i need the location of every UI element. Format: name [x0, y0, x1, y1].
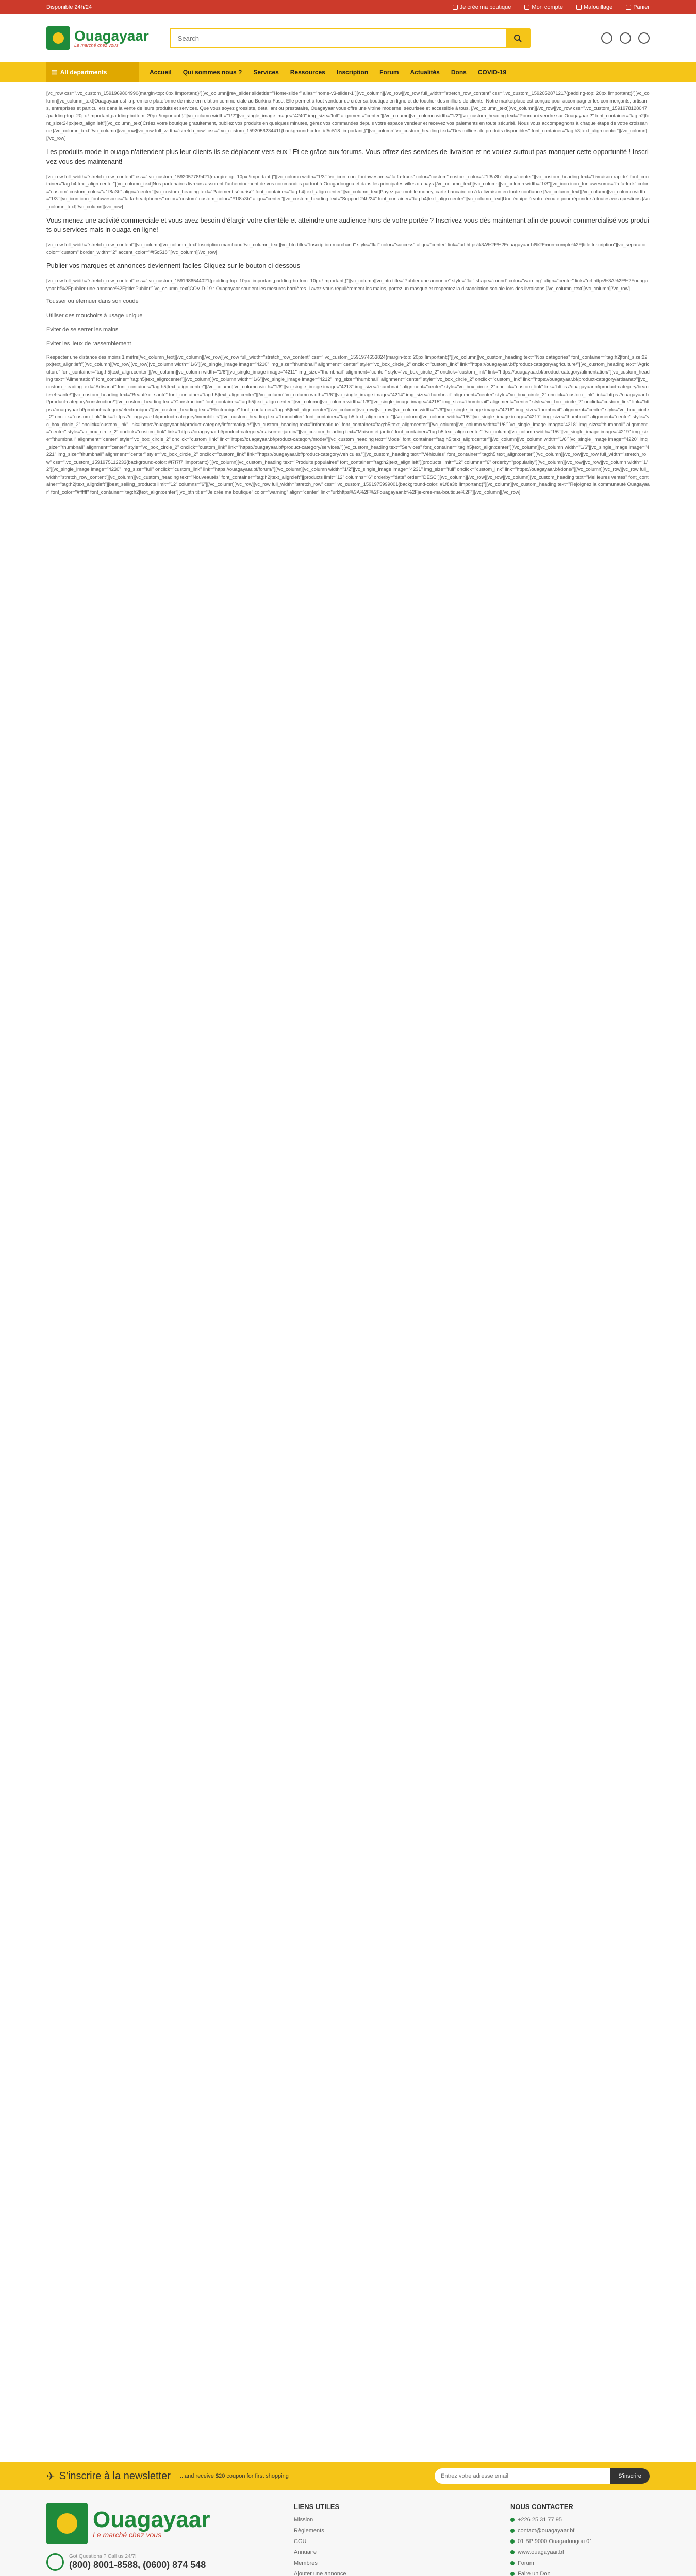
footer-link-reglements[interactable]: Règlements	[294, 2528, 324, 2534]
contact-phone: +226 25 31 77 95	[518, 2517, 562, 2523]
shortcode-text-3: [vc_row full_width="stretch_row_content"][vc_column][vc_column_text]Inscription marchand[/vc_column_text][vc_btn title="Inscription marchand" style="flat" color="success" align="center" link="url:https%3A%2F%2Fouagayaar.bf%2Fmon-compte%2F|title:Inscription"][vc_separator color="custom" border_width="2" accent_color="#f5c518"][/vc_column][/vc_row]	[46, 242, 647, 255]
help-phone: (800) 8001-8588, (0600) 874 548	[69, 2560, 206, 2570]
contact-donate: Faire un Don	[518, 2571, 551, 2576]
headset-icon	[46, 2553, 64, 2571]
cart-link[interactable]: Panier	[626, 4, 650, 10]
newsletter-subtitle: ...and receive $20 coupon for first shopping	[179, 2473, 289, 2479]
footer-link-annuaire[interactable]: Annuaire	[294, 2549, 317, 2555]
basket-logo-icon	[46, 26, 70, 50]
nav-item-ressources[interactable]: Ressources	[290, 69, 325, 76]
help-label: Got Questions ? Call us 24/7!	[69, 2554, 137, 2560]
phone-icon	[510, 2518, 515, 2522]
header	[0, 14, 696, 62]
covid-tip-1: Tousser ou éternuer dans son coude	[46, 298, 139, 305]
footer-link-membres[interactable]: Membres	[294, 2560, 318, 2566]
nav-item-dons[interactable]: Dons	[451, 69, 467, 76]
menu-icon: ☰	[52, 69, 57, 76]
email-icon	[510, 2529, 515, 2533]
newsletter-subscribe-button[interactable]: S'inscrire	[610, 2468, 650, 2484]
all-departments-button[interactable]: ☰ All departments	[46, 62, 139, 82]
main-content	[0, 82, 696, 2462]
search-input[interactable]	[171, 29, 506, 47]
newsletter-title: S'inscrire à la newsletter	[59, 2470, 171, 2482]
useful-links-title: LIENS UTILES	[294, 2503, 340, 2511]
contact-website: www.ouagayaar.bf	[518, 2549, 564, 2555]
shortcode-text-5: Respecter une distance des moins 1 mètre[/vc_column_text][/vc_column][/vc_row][vc_row full_width="stretch_row_content" css=".vc_custom_1591974653824{margin-top: 20px !important;}"][vc_column][vc_custom_heading text="Nos catégories" font_container="tag:h2|font_size:22px|text_align:left"][/vc_column][/vc_row][vc_row][vc_column width="1/6"][vc_single_image image="4210" img_size="thumbnail" alignment="center" style="vc_box_circle_2" onclick="custom_link" link="https://ouagayaar.bf/product-category/agriculture/"][vc_custom_heading text="Agriculture" font_container="tag:h5|text_align:center"][/vc_column][vc_column width="1/6"][vc_single_image image="4211" img_size="thumbnail" alignment="center" style="vc_box_circle_2" onclick="custom_link" link="https://ouagayaar.bf/product-category/alimentation/"][vc_custom_heading text="Alimentation" font_container="tag:h5|text_align:center"][/vc_column][vc_column width="1/6"][vc_single_image image="4212" img_size="thumbnail" alignment="center" style="vc_box_circle_2" onclick="custom_link" link="https://ouagayaar.bf/product-category/artisanat/"][vc_custom_heading text="Artisanat" font_container="tag:h5|text_align:center"][/vc_column][vc_column width="1/6"][vc_single_image image="4213" img_size="thumbnail" alignment="center" style="vc_box_circle_2" onclick="custom_link" link="https://ouagayaar.bf/product-category/beaute-et-sante/"][vc_custom_heading text="Beauté et santé" font_container="tag:h5|text_align:center"][/vc_column][vc_column width="1/6"][vc_single_image image="4214" img_size="thumbnail" alignment="center" style="vc_box_circle_2" onclick="custom_link" link="https://ouagayaar.bf/product-category/construction/"][vc_custom_heading text="Construction" font_container="tag:h5|text_align:center"][/vc_column][vc_column width="1/6"][vc_single_image image="4215" img_size="thumbnail" alignment="center" style="vc_box_circle_2" onclick="custom_link" link="https://ouagayaar.bf/product-category/electronique/"][vc_custom_heading text="Electronique" font_container="tag:h5|text_align:center"][/vc_column][/vc_row][vc_row][vc_column width="1/6"][vc_single_image image="4216" img_size="thumbnail" alignment="center" style="vc_box_circle_2" onclick="custom_link" link="https://ouagayaar.bf/product-category/immobilier/"][vc_custom_heading text="Immobilier" font_container="tag:h5|text_align:center"][/vc_column][vc_column width="1/6"][vc_single_image image="4217" img_size="thumbnail" alignment="center" style="vc_box_circle_2" onclick="custom_link" link="https://ouagayaar.bf/product-category/informatique/"][vc_custom_heading text="Informatique" font_container="tag:h5|text_align:center"][/vc_column][vc_column width="1/6"][vc_single_image image="4218" img_size="thumbnail" alignment="center" style="vc_box_circle_2" onclick="custom_link" link="https://ouagayaar.bf/product-category/maison-et-jardin/"][vc_custom_heading text="Maison et jardin" font_container="tag:h5|text_align:center"][/vc_column][vc_column width="1/6"][vc_single_image image="4219" img_size="thumbnail" alignment="center" style="vc_box_circle_2" onclick="custom_link" link="https://ouagayaar.bf/product-category/mode/"][vc_custom_heading text="Mode" font_container="tag:h5|text_align:center"][/vc_column][vc_column width="1/6"][vc_single_image image="4220" img_size="thumbnail" alignment="center" style="vc_box_circle_2" onclick="custom_link" link="https://ouagayaar.bf/product-category/services/"][vc_custom_heading text="Services" font_container="tag:h5|text_align:center"][/vc_column][vc_column width="1/6"][vc_single_image image="4221" img_size="thumbnail" alignment="center" style="vc_box_circle_2" onclick="custom_link" link="https://ouagayaar.bf/product-category/vehicules/"][vc_custom_heading text="Véhicules" font_container="tag:h5|text_align:center"][/vc_column][/vc_row][vc_row full_width="stretch_row" css=".vc_custom_1591975112233{background-color: #f7f7f7 !important;}"][vc_column][vc_custom_heading text="Produits populaires" font_container="tag:h2|text_align:left"][products limit="12" columns="6" orderby="popularity"][/vc_column][/vc_row][vc_row][vc_column width="1/2"][vc_single_image image="4230" img_size="full" onclick="custom_link" link="https://ouagayaar.bf/forum/"][/vc_column][vc_column width="1/2"][vc_single_image image="4231" img_size="full" onclick="custom_link" link="https://ouagayaar.bf/dons/"][/vc_column][/vc_row][vc_row full_width="stretch_row_content"][vc_column][vc_custom_heading text="Nouveautés" font_container="tag:h2|text_align:left"][products limit="12" columns="6" orderby="date" order="DESC"][/vc_column][/vc_row][vc_row][vc_column][vc_custom_heading text="Meilleures ventes" font_container="tag:h2|text_align:left"][best_selling_products limit="12" columns="6"][/vc_column][/vc_row][vc_row full_width="stretch_row" css=".vc_custom_1591975999001{background-color: #1f8a3b !important;}"][vc_column][vc_custom_heading text="Rejoignez la communauté Ouagayaar" font_color="#ffffff" font_container="tag:h2|text_align:center"][vc_btn title="Je crée ma boutique" color="warning" align="center" link="url:https%3A%2F%2Fouagayaar.bf%2Fje-cree-ma-boutique%2F"][/vc_column][/vc_row]	[46, 353, 650, 495]
donate-icon	[510, 2572, 515, 2576]
lead-paragraph-2: Vous menez une activité commerciale et vous avez besoin d'élargir votre clientèle et atteindre une audience hors de votre portée ? Inscrivez vous dès maintenant afin de pouvoir commercialisé vos produits ou services mais in ouaga en ligne!	[46, 216, 649, 234]
main-nav	[0, 62, 696, 82]
lead-paragraph-3: Publier vos marques et annonces deviennent faciles Cliquez sur le bouton ci-dessous	[46, 262, 301, 270]
heart-icon	[576, 5, 582, 10]
covid-tip-3: Eviter de se serrer les mains	[46, 326, 119, 333]
nav-item-forum[interactable]: Forum	[379, 69, 399, 76]
create-shop-link[interactable]: Je crée ma boutique	[453, 4, 511, 10]
nav-item-inscription[interactable]: Inscription	[336, 69, 369, 76]
covid-tip-4: Eviter les lieux de rassemblement	[46, 340, 131, 347]
footer-link-cgu[interactable]: CGU	[294, 2538, 307, 2545]
wishlist-icon[interactable]	[620, 32, 631, 44]
location-icon	[510, 2539, 515, 2544]
contact-forum: Forum	[518, 2560, 534, 2566]
site-logo[interactable]: Ouagayaar Le marché chez vous	[46, 26, 149, 50]
wishlist-link[interactable]: Mafouillage	[576, 4, 612, 10]
footer-link-ajouter-annonce[interactable]: Ajouter une annonce	[294, 2571, 346, 2576]
shop-icon	[453, 5, 458, 10]
nav-item-covid[interactable]: COVID-19	[477, 69, 507, 76]
newsletter-bar	[0, 2462, 696, 2490]
footer-link-mission[interactable]: Mission	[294, 2517, 313, 2523]
forum-icon	[510, 2561, 515, 2565]
newsletter-email-input[interactable]	[435, 2468, 610, 2484]
account-icon[interactable]	[638, 32, 650, 44]
lead-paragraph-1: Les produits mode in ouaga n'attendent plus leur clients ils se déplacent vers eux ! Et ce grâce aux forums. Vous offrez des services de livraison et ne voulez surtout pas manquer cette opportunité ! Inscrivez vous des maintenant!	[46, 148, 649, 165]
search-button[interactable]	[506, 29, 529, 47]
contact-email: contact@ouagayaar.bf	[518, 2528, 575, 2534]
contact-postal: 01 BP 9000 Ouagadougou 01	[518, 2538, 593, 2545]
account-link[interactable]: Mon compte	[524, 4, 563, 10]
user-icon	[524, 5, 529, 10]
basket-logo-icon	[46, 2503, 88, 2544]
top-bar	[0, 0, 696, 14]
search-icon	[513, 34, 522, 42]
availability-text: Disponible 24h/24	[46, 4, 92, 10]
shortcode-text-4: [vc_row full_width="stretch_row_content" css=".vc_custom_1591986544021{padding-top: 10px !important;padding-bottom: 10px !important;}"][vc_column][vc_btn title="Publier une annonce" style="flat" shape="round" color="warning" align="center" link="url:https%3A%2F%2Fouagayaar.bf%2Fpublier-une-annonce%2F|title:Publier"][vc_column_text]COVID-19 : Ouagayaar soutient les mesures barrières. Lavez-vous régulièrement les mains, portez un masque et respectez la distanciation sociale lors des livraisons.[/vc_column_text][/vc_column][/vc_row]	[46, 278, 648, 291]
nav-item-accueil[interactable]: Accueil	[150, 69, 172, 76]
compare-icon[interactable]	[601, 32, 612, 44]
covid-tip-2: Utiliser des mouchoirs à usage unique	[46, 312, 143, 319]
globe-icon	[510, 2550, 515, 2554]
nav-item-actualites[interactable]: Actualités	[410, 69, 440, 76]
nav-item-services[interactable]: Services	[253, 69, 279, 76]
paper-plane-icon: ✈	[46, 2470, 55, 2482]
footer-logo[interactable]: Ouagayaar Le marché chez vous	[46, 2503, 263, 2544]
shortcode-text-1: [vc_row css=".vc_custom_1591969804990{margin-top: 0px !important;}"][vc_column][rev_slider slidetitle="Home-slider" alias="home-v3-slider-1"][/vc_column][/vc_row][vc_row full_width="stretch_row_content" css=".vc_custom_1592052871217{padding-top: 20px !important;}"][vc_column][vc_column_text]Ouagayaar est la première plateforme de mise en relation commerciale au Burkina Faso. Elle permet à tout vendeur de créer sa boutique en ligne et de toucher des milliers de clients. Notre marketplace est conçue pour accompagner les commerçants, artisans, entreprises et particuliers dans la vente de leurs produits et services. Que vous soyez grossiste, détaillant ou prestataire, Ouagayaar vous offre une vitrine moderne, sécurisée et accessible à tous. [/vc_column_text][/vc_column][/vc_row][vc_row css=".vc_custom_1591978128047{padding-top: 20px !important;padding-bottom: 20px !important;}"][vc_column width="1/2"][vc_single_image image="4240" img_size="full" alignment="center"][/vc_column][vc_column width="1/2"][vc_custom_heading text="Pourquoi vendre sur Ouagayaar ?" font_container="tag:h2|font_size:24px|text_align:left"][vc_column_text]Créez votre boutique gratuitement, publiez vos produits en quelques minutes, gérez vos commandes depuis votre espace vendeur et recevez vos paiements en toute sécurité. Nous vous accompagnons à chaque étape de votre croissance.[/vc_column_text][/vc_column][/vc_row][vc_row full_width="stretch_row" css=".vc_custom_1592056234411{background-color: #f5c518 !important;}"][vc_column][vc_custom_heading text="Des milliers de produits disponibles" font_container="tag:h3|text_align:center"][/vc_column][/vc_row]	[46, 90, 650, 141]
nav-item-qui-sommes-nous[interactable]: Qui sommes nous ?	[183, 69, 242, 76]
search-bar	[170, 28, 531, 48]
cart-icon	[626, 5, 631, 10]
contact-us-title: NOUS CONTACTER	[510, 2503, 573, 2511]
footer	[0, 2490, 696, 2576]
shortcode-text-2: [vc_row full_width="stretch_row_content" css=".vc_custom_1592057789421{margin-top: 10px !important;}"][vc_column width="1/3"][vc_icon icon_fontawesome="fa fa-truck" color="custom" custom_color="#1f8a3b" align="center"][vc_custom_heading text="Livraison rapide" font_container="tag:h4|text_align:center"][vc_column_text]Nos partenaires livreurs assurent l'acheminement de vos commandes partout à Ouagadougou et dans les principales villes du pays.[/vc_column_text][/vc_column][vc_column width="1/3"][vc_icon icon_fontawesome="fa fa-lock" color="custom" custom_color="#1f8a3b" align="center"][vc_custom_heading text="Paiement sécurisé" font_container="tag:h4|text_align:center"][vc_column_text]Payez par mobile money, carte bancaire ou à la livraison en toute confiance.[/vc_column_text][/vc_column][vc_column width="1/3"][vc_icon icon_fontawesome="fa fa-headphones" color="custom" custom_color="#1f8a3b" align="center"][vc_custom_heading text="Support 24h/24" font_container="tag:h4|text_align:center"][vc_column_text]Une équipe à votre écoute pour répondre à toutes vos questions.[/vc_column_text][/vc_column][/vc_row]	[46, 173, 650, 210]
